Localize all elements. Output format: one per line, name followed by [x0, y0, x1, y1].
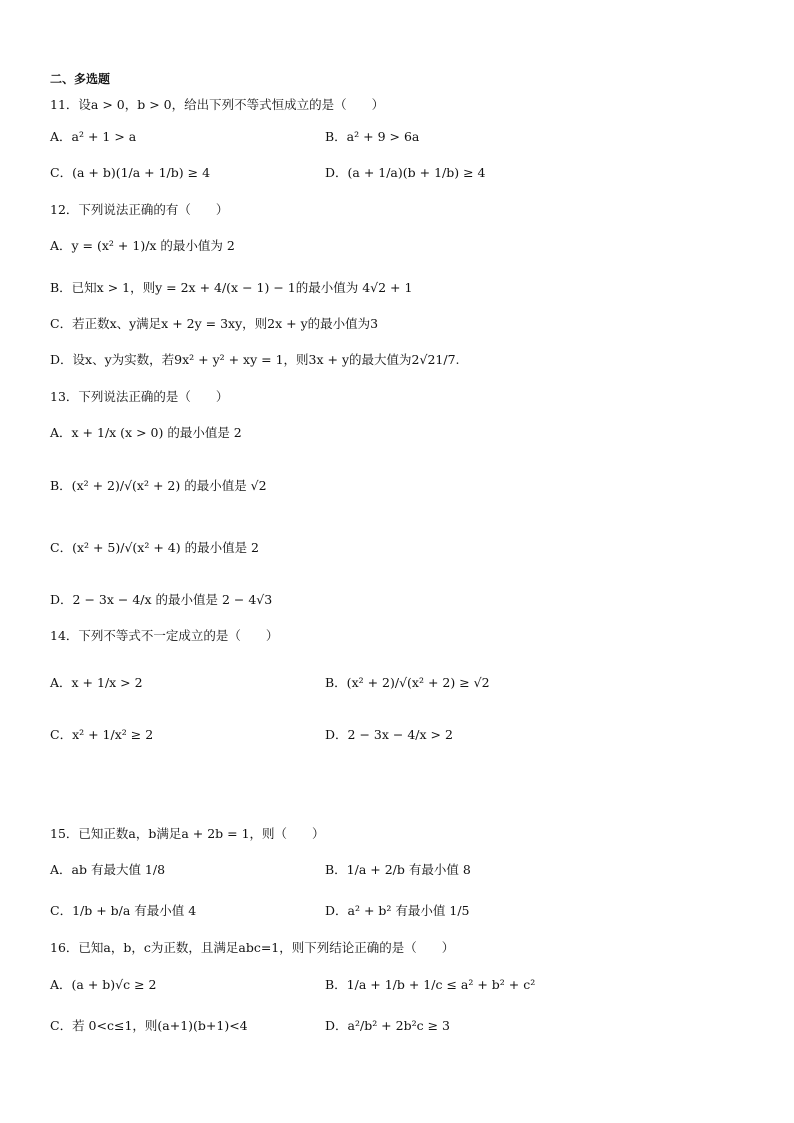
q11-option-d: D．(a + 1/a)(b + 1/b) ≥ 4: [325, 165, 486, 180]
q11-option-b: B．a² + 9 > 6a: [325, 129, 420, 144]
q15-option-c: C．1/b + b/a 有最小值 4: [50, 903, 197, 918]
q15-option-b: B．1/a + 2/b 有最小值 8: [325, 862, 471, 877]
q16-option-c: C．若 0<c≤1，则(a+1)(b+1)<4: [50, 1018, 248, 1033]
q12-option-d: D．设x、y为实数，若9x² + y² + xy = 1，则3x + y的最大值为2√21/7.: [50, 352, 460, 367]
question-12-stem: 12．下列说法正确的有（ ）: [50, 202, 229, 217]
question-14-stem: 14．下列不等式不一定成立的是（ ）: [50, 628, 279, 643]
section-title: 二、多选题: [50, 72, 111, 86]
q16-option-b: B．1/a + 1/b + 1/c ≤ a² + b² + c²: [325, 977, 536, 992]
question-11-stem: 11．设a > 0，b > 0，给出下列不等式恒成立的是（ ）: [50, 97, 385, 112]
q11-option-a: A．a² + 1 > a: [50, 129, 137, 144]
question-16-stem: 16．已知a，b，c为正数，且满足abc=1，则下列结论正确的是（ ）: [50, 940, 455, 955]
q14-option-a: A．x + 1/x > 2: [50, 675, 143, 690]
q11-option-c: C．(a + b)(1/a + 1/b) ≥ 4: [50, 165, 211, 180]
q15-option-a: A．ab 有最大值 1/8: [50, 862, 166, 877]
q14-option-d: D．2 − 3x − 4/x > 2: [325, 727, 453, 742]
question-15-stem: 15．已知正数a，b满足a + 2b = 1，则（ ）: [50, 826, 325, 841]
q12-option-c: C．若正数x、y满足x + 2y = 3xy，则2x + y的最小值为3: [50, 316, 379, 331]
q16-option-d: D．a²/b² + 2b²c ≥ 3: [325, 1018, 450, 1033]
q13-option-b: B．(x² + 2)/√(x² + 2) 的最小值是 √2: [50, 478, 267, 493]
q14-option-b: B．(x² + 2)/√(x² + 2) ≥ √2: [325, 675, 490, 690]
q12-option-b: B．已知x > 1，则y = 2x + 4/(x − 1) − 1的最小值为 4√2 + 1: [50, 280, 413, 295]
q15-option-d: D．a² + b² 有最小值 1/5: [325, 903, 470, 918]
q16-option-a: A．(a + b)√c ≥ 2: [50, 977, 157, 992]
q13-option-c: C．(x² + 5)/√(x² + 4) 的最小值是 2: [50, 540, 260, 555]
q14-option-c: C．x² + 1/x² ≥ 2: [50, 727, 154, 742]
question-13-stem: 13．下列说法正确的是（ ）: [50, 389, 229, 404]
q13-option-d: D．2 − 3x − 4/x 的最小值是 2 − 4√3: [50, 592, 273, 607]
q12-option-a: A．y = (x² + 1)/x 的最小值为 2: [50, 238, 235, 253]
q13-option-a: A．x + 1/x (x > 0) 的最小值是 2: [50, 425, 242, 440]
